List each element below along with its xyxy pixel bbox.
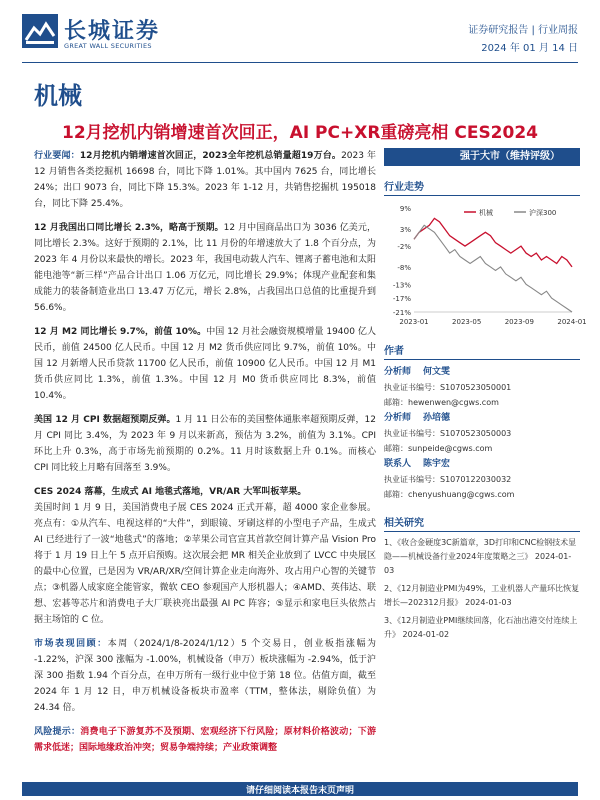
author-3-name: 陈宇宏 (423, 459, 451, 469)
paragraph-risk (34, 724, 376, 756)
report-body (34, 148, 376, 764)
paragraph-m2 (34, 324, 376, 404)
related-research-item[interactable]: 1、《收合金硬度3C新篇章，3D打印和CNC检钢技术显隐——机械设备行业2024年度策略之三》 2024-01-03 (384, 538, 577, 575)
author-2 (384, 410, 580, 426)
paragraph-industry-news (34, 148, 376, 212)
paragraph-exports (34, 220, 376, 316)
legend-label: 机械 (479, 209, 493, 217)
y-tick-label: -13% (392, 281, 411, 290)
page-header (0, 0, 600, 62)
author-1 (384, 364, 580, 380)
y-tick-label: -17% (392, 295, 411, 304)
logo-text-cn: 长城证券 (64, 19, 161, 44)
author-2-role: 分析师 (384, 413, 412, 423)
headline-exports: 12 月我国出口同比增长 2.3%，略高于预期。 (34, 223, 224, 233)
text-excavator: 2023 年 12 月销售各类挖掘机 16698 台，同比下降 1.01%。其中国内 7625 台，同比增长 24%；出口 9073 台，同比下降 15.3%。2023 年 1-12 月，共销售挖掘机 195018 台，同比下降 25.4%。 (34, 151, 377, 209)
author-2-email[interactable]: 邮箱：sunpeide@cgws.com (384, 444, 493, 453)
company-logo (22, 14, 172, 54)
author-1-email[interactable]: 邮箱：hewenwen@cgws.com (384, 398, 499, 407)
text-exports: 12 月中国商品出口为 3036 亿美元，同比增长 2.3%。这好于预期的 2.1%，比 11 月份的年增速放大了 1.8 个百分点，为 2023 年 4 月份以来最快的增长。2023 年，我国电动载人汽车、锂离子蓄电池和太阳能电池等“新三样”产品合计出口 1.06 万亿元，同比增长 29.9%；体现产业配套和集成能力的装备制造业出口 13.47 万亿元，增长 2.8%，占我国出口总值的比重提升到 56.6%。 (34, 223, 376, 313)
x-tick-label: 2023-05 (452, 318, 482, 326)
report-title: 12月挖机内销增速首次回正，AI PC+XR重磅亮相 CES2024 (62, 123, 538, 143)
rating-banner: 强于大市（维持评级） (384, 148, 580, 166)
paragraph-market (34, 636, 376, 716)
related-research-item[interactable]: 2、《12月制造业PMI为49%，工业机器人产量环比恢复增长—202312月报》 2024-01-03 (384, 584, 580, 607)
headline-excavator: 12月挖机内销增速首次回正，2023全年挖机总销量超19万台。 (79, 151, 342, 161)
label-industry-news: 行业要闻： (34, 151, 80, 161)
section-title-research: 相关研究 (384, 514, 580, 532)
author-1-cert: 执业证书编号：S1070523050001 (384, 383, 512, 392)
x-tick-label: 2024-01 (557, 318, 587, 326)
text-ces: 美国时间 1 月 9 日，美国消费电子展 CES 2024 正式开幕，超 4000 家企业参展。亮点有：①从汽车、电视这样的“大件”，到眼镜、牙刷这样的小型电子产品，生成式 AI 已经进行了一波“地毯式”的落地；②苹果公司官宣其首款空间计算产品 Vision Pro 将于 1 月 19 日上午 5 点开启预购。这次展会把 MR 相关企业放到了 LVCC 中央展区的最中心位置，已是因为 VR/AR/XR/空间计算企业走向海外、攻占用户心智的关键节点；③机器人成家庭全能管家，微软 CEO 参观国产人形机器人；④AMD、英伟达、联想、宏碁等芯片和消费电子大厂联袂亮出最强 AI PC 阵容；⑤显示和家电巨头依然占据主场馆的 C 位。 (34, 503, 376, 625)
related-research-item[interactable]: 3、《12月制造业PMI继续回落，化石油出港交付连续上升》 2024-01-02 (384, 616, 578, 639)
y-tick-label: -21% (392, 309, 411, 317)
author-1-role: 分析师 (384, 367, 412, 377)
section-title-trend: 行业走势 (384, 178, 580, 196)
report-meta (468, 22, 578, 58)
footer-disclaimer: 请仔细阅读本报告末页声明 (245, 786, 354, 796)
y-tick-label: 3% (399, 225, 411, 234)
author-3-email[interactable]: 邮箱：chenyushuang@cgws.com (384, 490, 515, 499)
x-tick-label: 2023-09 (504, 318, 534, 326)
logo-text-en: GREAT WALL SECURITIES (64, 42, 152, 50)
label-risk: 风险提示： (34, 727, 81, 737)
related-research-list (384, 536, 580, 642)
text-m2: 中国 12 月社会融资规模增量 19400 亿人民币，前值 24500 亿人民币。中国 12 月 M2 货币供应同比 9.7%，前值 10%。中国 12 月新增人民币贷款 11700 亿人民币，前值 10900 亿人民币。中国 12 月 M1 货币供应同比 1.3%，前值 1.3%。中国 12 月 M0 货币供应同比 8.3%，前值 10.4%。 (34, 327, 376, 401)
author-1-name: 何文雯 (423, 367, 451, 377)
industry-name: 机械 (34, 82, 82, 110)
report-date: 2024 年 01 月 14 日 (481, 43, 578, 54)
section-title-authors: 作者 (384, 342, 580, 360)
series-line-machinery (414, 218, 572, 267)
paragraph-ces (34, 484, 376, 628)
page-footer (0, 778, 600, 800)
paragraph-us-cpi (34, 412, 376, 476)
x-tick-label: 2023-01 (399, 318, 429, 326)
label-market: 市场表现回顾： (34, 639, 108, 649)
headline-us-cpi: 美国 12 月 CPI 数据超预期反弹。 (34, 415, 176, 425)
author-2-cert: 执业证书编号：S1070523050003 (384, 429, 512, 438)
author-3-role: 联系人 (384, 459, 412, 469)
y-tick-label: -2% (397, 243, 411, 252)
text-market: 本周（2024/1/8-2024/1/12）5 个交易日，创业板指涨幅为 -1.22%，沪深 300 涨幅为 -1.00%，机械设备（申万）板块涨幅为 -2.94%，低于沪深 300 指数 1.94 个百分点，在申万所有一级行业中位于第 18 位。估值方面，截至 2024 年 1 月 12 日，申万机械设备板块市盈率（TTM，整体法，剔除负值）为 24.34 倍。 (34, 639, 376, 713)
author-3 (384, 456, 580, 472)
text-us-cpi: 1 月 11 日公布的美国整体通胀率超预期反弹，12 月 CPI 同比 3.4%，为 2023 年 9 月以来新高，预估为 3.2%，前值为 3.1%。CPI 环比上升 0.3%，高于市场先前预期的 0.2%。11 月时该数据上升 0.1%。而核心 CPI 同比较上月略有回落至 3.9%。 (34, 415, 376, 473)
author-3-cert: 执业证书编号：S1070122030032 (384, 475, 512, 484)
y-tick-label: -8% (397, 263, 411, 272)
trend-chart-svg (384, 200, 587, 330)
legend-label: 沪深300 (529, 209, 557, 217)
headline-m2: 12 月 M2 同比增长 9.7%，前值 10%。 (34, 327, 207, 337)
report-type: 证券研究报告 | 行业周报 (468, 25, 578, 36)
author-2-name: 孙培德 (423, 413, 451, 423)
header-divider (22, 62, 578, 63)
text-risk: 消费电子下游复苏不及预期、宏观经济下行风险；原材料价格波动；下游需求低迷；国际地缘政治冲突；贸易争端持续；产业政策调整 (34, 727, 376, 753)
sidebar (384, 148, 587, 646)
headline-ces: CES 2024 落幕，生成式 AI 地毯式落地，VR/AR 大军叫板苹果。 (34, 487, 307, 497)
great-wall-logo-icon (22, 14, 58, 48)
y-tick-label: 9% (399, 205, 411, 213)
trend-chart (384, 200, 587, 330)
authors-list (384, 364, 580, 502)
